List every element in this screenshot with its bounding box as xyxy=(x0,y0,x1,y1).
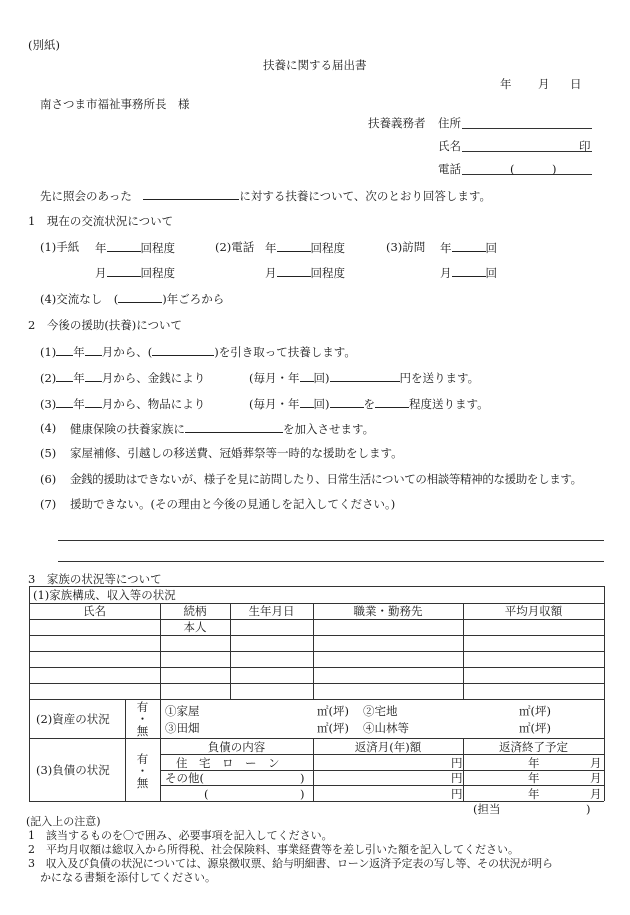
staff-close: ) xyxy=(586,802,591,816)
debt-row-blank-close: ) xyxy=(300,787,305,801)
asset-forest: ④山林等 xyxy=(363,721,409,735)
letter-month-row: 月 回程度 xyxy=(95,266,175,280)
note-2: 2 平均月収額は総収入から所得税、社会保険料、事業経費等を差し引いた額を記入してください。 xyxy=(28,843,519,856)
debt-yen: 円 xyxy=(451,787,463,801)
table-right-border xyxy=(604,586,605,801)
aid3-item-field[interactable] xyxy=(330,396,364,408)
debts-yes[interactable]: 有 xyxy=(136,752,149,766)
family-row-line xyxy=(29,683,604,684)
aid1-year-field[interactable] xyxy=(56,344,73,356)
phone-year-field[interactable] xyxy=(277,240,311,252)
debt-row-line xyxy=(160,785,604,786)
visit-year-field[interactable] xyxy=(452,240,486,252)
table-top-border xyxy=(29,586,604,587)
intro-text: 先に照会のあった に対する扶養について、次のとおり回答します。 xyxy=(40,189,492,203)
debts-dot: ・ xyxy=(136,764,149,778)
debt-header-content: 負債の内容 xyxy=(207,740,266,754)
phone-paren-close: ) xyxy=(552,162,557,176)
phone-month-field[interactable] xyxy=(277,265,311,277)
family-row-line xyxy=(29,667,604,668)
family-row-line xyxy=(29,635,604,636)
asset-field: ③田畑 xyxy=(165,721,200,735)
aid1-person-field[interactable] xyxy=(152,344,214,356)
family-header-occupation: 職業・勤務先 xyxy=(353,604,423,618)
family-header-birthdate: 生年月日 xyxy=(248,604,295,618)
debt-row-other-close: ) xyxy=(300,771,305,785)
debt-end-year: 年 xyxy=(528,787,540,801)
inquiry-subject-field[interactable] xyxy=(143,188,239,200)
aid2-amount-field[interactable] xyxy=(330,370,400,382)
recipient: 南さつま市福祉事務所長 様 xyxy=(40,97,190,111)
letter-label: (1)手紙 xyxy=(40,240,80,254)
aid2-times-field[interactable] xyxy=(300,370,314,382)
visit-month-row: 月 回 xyxy=(440,266,497,280)
aid-item-3: (3) 年 月から、物品により xyxy=(40,397,206,411)
debt-yen: 円 xyxy=(451,756,463,770)
reason-line-2[interactable] xyxy=(58,561,604,562)
debt-row-home-loan: 住 宅 ロ ー ン xyxy=(176,756,280,770)
debt-header-end: 返済終了予定 xyxy=(499,740,568,754)
seal-mark: 印 xyxy=(579,139,591,153)
aid4-dependent-field[interactable] xyxy=(185,421,283,433)
asset-house-unit: ㎡(坪) xyxy=(317,704,349,718)
aid2-frequency: (毎月・年 回) 円を送ります。 xyxy=(249,371,480,385)
aid-item-2: (2) 年 月から、金銭により xyxy=(40,371,206,385)
visit-month-field[interactable] xyxy=(452,265,486,277)
debt-end-month: 月 xyxy=(590,787,602,801)
section2-title: 2 今後の援助(扶養)について xyxy=(28,318,183,332)
asset-forest-unit: ㎡(坪) xyxy=(519,721,551,735)
aid-item-5: 家屋補修、引越しの移送費、冠婚葬祭等一時的な援助をします。 xyxy=(70,446,403,460)
family-row-line xyxy=(29,619,604,620)
form-title: 扶養に関する届出書 xyxy=(263,58,367,72)
assets-label: (2)資産の状況 xyxy=(36,712,110,726)
family-header-income: 平均月収額 xyxy=(504,604,563,618)
aid-item-4: 健康保険の扶養家族に を加入させます。 xyxy=(70,422,375,436)
visit-year-row: 年 回 xyxy=(440,241,497,255)
aid3-year-field[interactable] xyxy=(56,396,73,408)
family-table-bottom xyxy=(29,699,604,700)
name-field[interactable] xyxy=(462,151,592,152)
date-month: 月 xyxy=(538,77,550,91)
debt-row-other: その他( xyxy=(165,771,204,785)
aid1-month-field[interactable] xyxy=(85,344,102,356)
asset-land-unit: ㎡(坪) xyxy=(519,704,551,718)
family-row-line xyxy=(29,651,604,652)
name-label: 氏名 xyxy=(438,139,461,153)
section3-title: 3 家族の状況等について xyxy=(28,572,162,586)
debts-label: (3)負債の状況 xyxy=(36,763,110,777)
debt-end-year: 年 xyxy=(528,771,540,785)
aid-item-6: 金銭的援助はできないが、様子を見に訪問したり、日常生活についての相談等精神的な援助をします。 xyxy=(70,472,582,486)
aid2-year-field[interactable] xyxy=(56,370,73,382)
phone-label: 電話 xyxy=(438,162,461,176)
assets-dot: ・ xyxy=(136,712,149,726)
debt-row-blank: ( xyxy=(204,787,209,801)
aid3-amount-field[interactable] xyxy=(375,396,409,408)
debt-yen: 円 xyxy=(451,771,463,785)
date-year: 年 xyxy=(500,77,512,91)
aid3-frequency: (毎月・年 回) を 程度送ります。 xyxy=(249,397,489,411)
debt-end-month: 月 xyxy=(590,756,602,770)
family-header-name: 氏名 xyxy=(83,604,106,618)
notes-title: (記入上の注意) xyxy=(26,815,101,828)
family-header-relation: 続柄 xyxy=(183,604,207,618)
asset-field-unit: ㎡(坪) xyxy=(317,721,349,735)
debt-header-monthly: 返済月(年)額 xyxy=(354,740,422,754)
attachment-label: (別紙) xyxy=(28,38,60,52)
aid-item-5-num: (5) xyxy=(40,446,57,460)
aid-item-1: (1) 年 月から、( )を引き取って扶養します。 xyxy=(40,345,356,359)
assets-yes[interactable]: 有 xyxy=(136,700,149,714)
aid3-month-field[interactable] xyxy=(85,396,102,408)
debt-end-month: 月 xyxy=(590,771,602,785)
note-3: 3 収入及び負債の状況については、源泉徴収票、給与明細書、ローン返済予定表の写し等、その状況が明ら xyxy=(28,857,553,870)
debts-no[interactable]: 無 xyxy=(136,776,149,790)
phone-year-row: 年 回程度 xyxy=(265,241,345,255)
asset-house: ①家屋 xyxy=(165,704,200,718)
obligor-label: 扶養義務者 xyxy=(368,116,426,130)
phone-month-row: 月 回程度 xyxy=(265,266,345,280)
address-label: 住所 xyxy=(438,116,461,130)
section1-title: 1 現在の交流状況について xyxy=(28,214,174,228)
letter-year-field[interactable] xyxy=(107,240,141,252)
note-1: 1 該当するものを〇で囲み、必要事項を記入してください。 xyxy=(28,829,333,842)
letter-year-row: 年 回程度 xyxy=(95,241,175,255)
aid3-times-field[interactable] xyxy=(300,396,314,408)
no-contact-row: (4)交流なし ( )年ごろから xyxy=(40,292,225,306)
aid-item-6-num: (6) xyxy=(40,472,57,486)
letter-month-field[interactable] xyxy=(107,265,141,277)
visit-label: (3)訪問 xyxy=(386,240,426,254)
aid-item-4-num: (4) xyxy=(40,421,57,435)
phone-paren-open: ( xyxy=(510,162,515,176)
phone-field[interactable] xyxy=(462,174,592,175)
family-subtitle: (1)家族構成、収入等の状況 xyxy=(33,588,176,602)
assets-bottom-line xyxy=(29,738,604,739)
no-contact-year-field[interactable] xyxy=(118,291,162,303)
date-day: 日 xyxy=(570,77,582,91)
address-field[interactable] xyxy=(462,128,592,129)
aid-item-7-num: (7) xyxy=(40,497,57,511)
staff-open: (担当 xyxy=(473,802,501,816)
debt-end-year: 年 xyxy=(528,756,540,770)
aid-item-7: 援助できない。(その理由と今後の見通しを記入してください。) xyxy=(70,497,396,511)
table-bottom-border xyxy=(29,801,604,802)
asset-land: ②宅地 xyxy=(363,704,398,718)
phone-contact-label: (2)電話 xyxy=(215,240,255,254)
note-3-cont: かになる書類を添付してください。 xyxy=(40,871,216,884)
aid2-month-field[interactable] xyxy=(85,370,102,382)
assets-no[interactable]: 無 xyxy=(136,724,149,738)
family-relation-self: 本人 xyxy=(183,620,207,634)
debt-header-line xyxy=(160,754,604,755)
reason-line-1[interactable] xyxy=(58,540,604,541)
